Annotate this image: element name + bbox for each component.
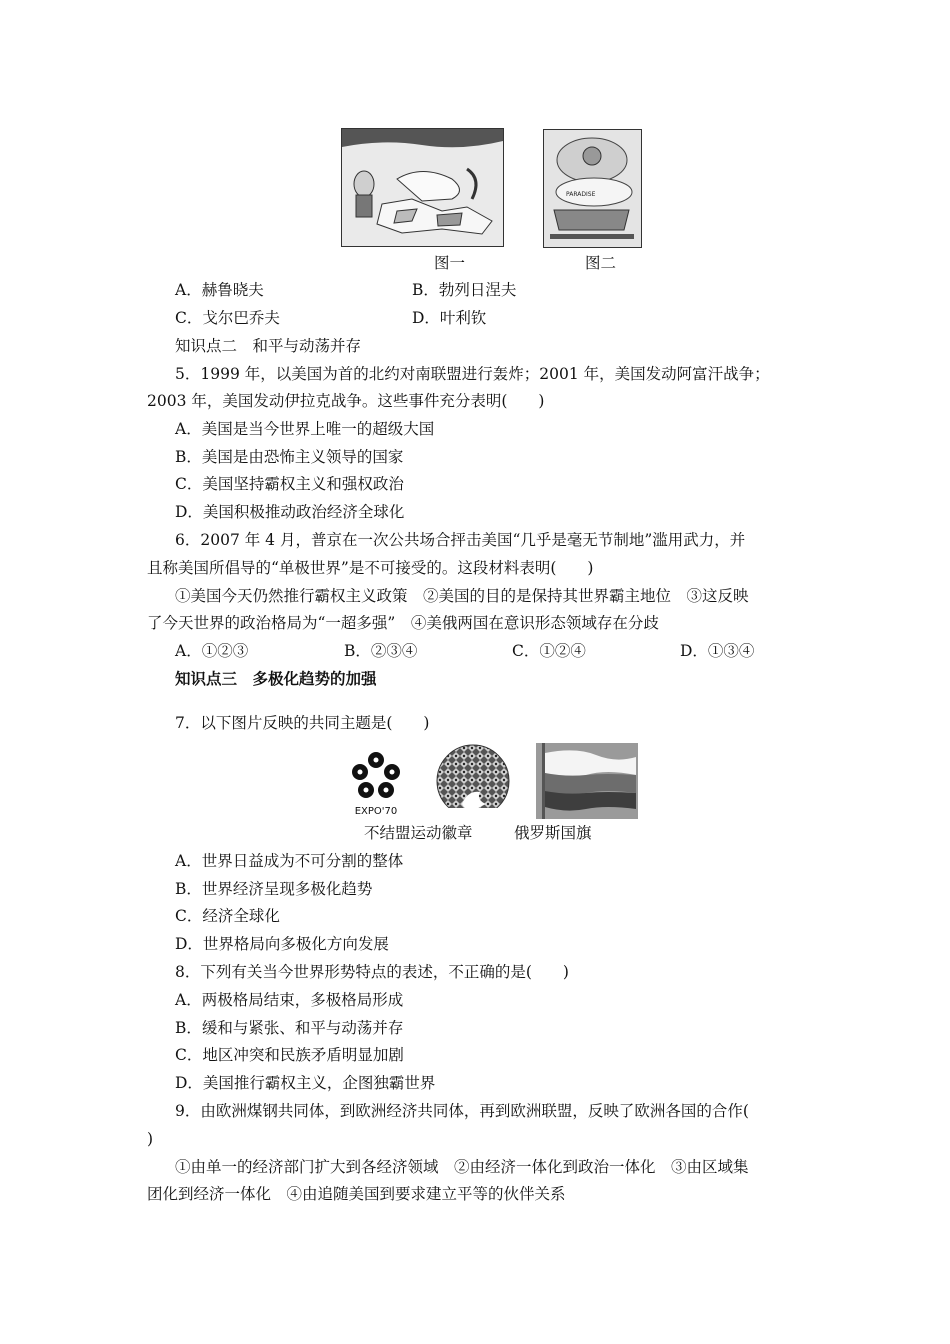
q6-option-c: C．①②④ (512, 642, 586, 660)
q4-option-b: B．勃列日涅夫 (412, 281, 517, 299)
q5-stem-line-2: 2003 年，美国发动伊拉克战争。这些事件充分表明( ) (147, 392, 545, 410)
q6-stem-line-2: 且称美国所倡导的“单极世界”是不可接受的。这段材料表明( ) (147, 559, 594, 577)
q5-option-b: B．美国是由恐怖主义领导的国家 (175, 448, 404, 466)
nam-emblem-caption: 不结盟运动徽章 (364, 824, 473, 842)
expo70-text: EXPO'70 (354, 806, 398, 817)
russian-flag-caption: 俄罗斯国旗 (514, 824, 592, 842)
q6-statements-line-1: ①美国今天仍然推行霸权主义政策 ②美国的目的是保持其世界霸主地位 ③这反映 (175, 587, 749, 605)
figure-1-caption: 图一 (434, 254, 466, 272)
q9-statements-line-2: 团化到经济一体化 ④由追随美国到要求建立平等的伙伴关系 (147, 1185, 566, 1203)
cartoon-figure-1 (341, 128, 504, 247)
q8-option-c: C．地区冲突和民族矛盾明显加剧 (175, 1046, 404, 1064)
q5-option-a: A．美国是当今世界上唯一的超级大国 (175, 420, 435, 438)
knowledge-point-2-heading: 知识点二 和平与动荡并存 (175, 337, 362, 355)
q6-option-d: D．①③④ (680, 642, 755, 660)
non-aligned-movement-emblem (436, 744, 510, 820)
q5-stem-line-1: 5．1999 年，以美国为首的北约对南联盟进行轰炸；2001 年，美国发动阿富汗战争； (175, 365, 770, 383)
russian-flag-photo (536, 743, 638, 819)
q9-statements-line-1: ①由单一的经济部门扩大到各经济领域 ②由经济一体化到政治一体化 ③由区域集 (175, 1158, 749, 1176)
q7-option-a: A．世界日益成为不可分割的整体 (175, 852, 404, 870)
q6-statements-line-2: 了今天世界的政治格局为“一超多强” ④美俄两国在意识形态领域存在分歧 (147, 614, 659, 632)
expo70-flower-icon (345, 748, 407, 818)
q6-stem-line-1: 6．2007 年 4 月，普京在一次公共场合抨击美国“几乎是毫无节制地”滥用武力，并 (175, 531, 746, 549)
q8-option-a: A．两极格局结束，多极格局形成 (175, 991, 404, 1009)
q4-option-c: C．戈尔巴乔夫 (175, 309, 280, 327)
q7-stem: 7．以下图片反映的共同主题是( ) (175, 714, 430, 732)
q6-option-a: A．①②③ (175, 642, 249, 660)
q8-stem: 8．下列有关当今世界形势特点的表述，不正确的是( ) (175, 963, 569, 981)
q6-option-b: B．②③④ (344, 642, 418, 660)
q9-stem-line-1: 9．由欧洲煤钢共同体，到欧洲经济共同体，再到欧洲联盟，反映了欧洲各国的合作( (175, 1102, 749, 1120)
q4-option-a: A．赫鲁晓夫 (175, 281, 264, 299)
q7-option-c: C．经济全球化 (175, 907, 280, 925)
knowledge-point-3-heading: 知识点三 多极化趋势的加强 (175, 669, 377, 688)
q8-option-d: D．美国推行霸权主义，企图独霸世界 (175, 1074, 436, 1092)
q8-option-b: B．缓和与紧张、和平与动荡并存 (175, 1019, 404, 1037)
expo70-logo (345, 748, 407, 818)
cartoon-2-image (544, 130, 641, 247)
q7-option-d: D．世界格局向多极化方向发展 (175, 935, 389, 953)
q7-option-b: B．世界经济呈现多极化趋势 (175, 880, 373, 898)
q5-option-c: C．美国坚持霸权主义和强权政治 (175, 475, 404, 493)
cartoon-figure-2 (543, 129, 642, 248)
svg-text:PARADISE: PARADISE (566, 191, 596, 198)
q9-stem-line-2: ) (147, 1130, 154, 1148)
figure-2-caption: 图二 (585, 254, 617, 272)
russian-flag-image (536, 743, 638, 819)
cartoon-1-image (342, 129, 503, 246)
q5-option-d: D．美国积极推动政治经济全球化 (175, 503, 405, 521)
q4-option-d: D．叶利钦 (412, 309, 487, 327)
nam-emblem-image (436, 744, 510, 820)
